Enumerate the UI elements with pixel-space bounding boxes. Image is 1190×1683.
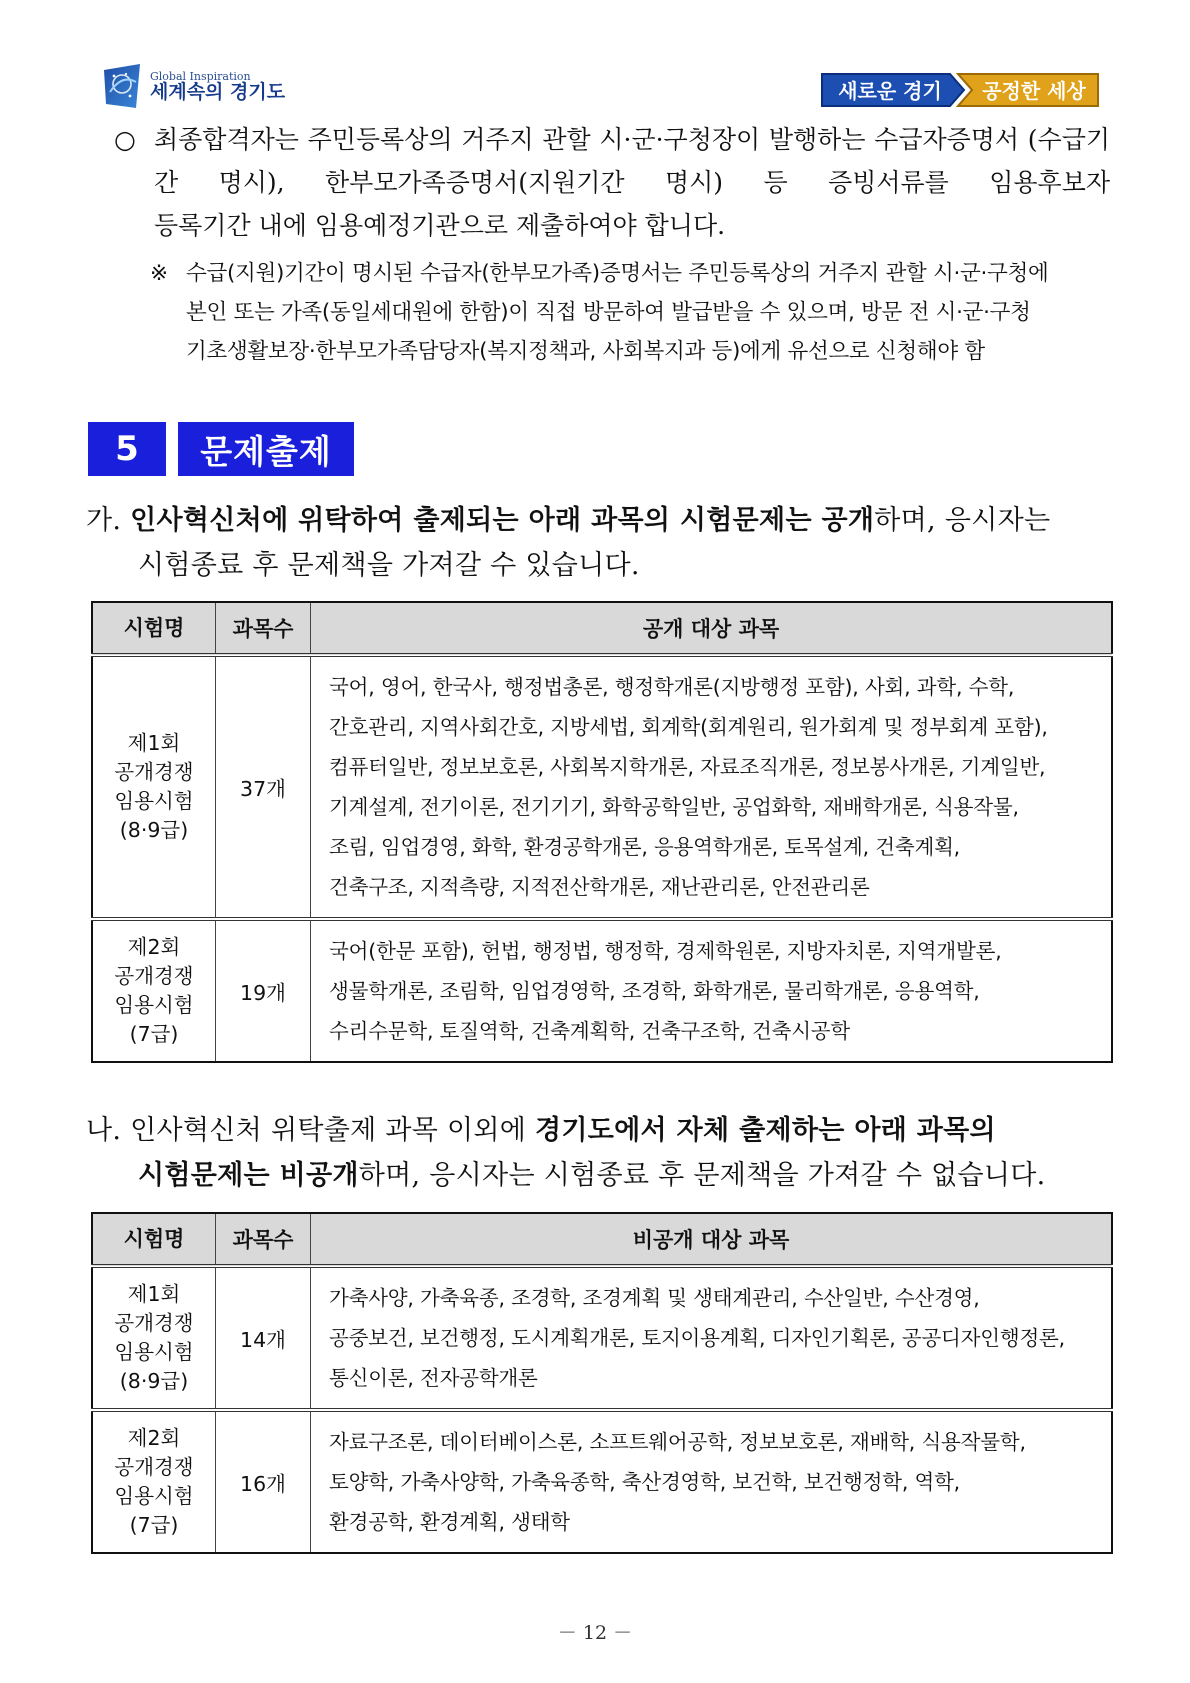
part-a-bold: 인사혁신처에 위탁하여 출제되는 아래 과목의 시험문제는 공개: [130, 505, 875, 536]
header-public-subjects: 공개 대상 과목: [311, 602, 1113, 655]
part-b-bold-1: 경기도에서 자체 출제하는 아래 과목의: [535, 1115, 996, 1146]
header-subject-count: 과목수: [216, 602, 311, 655]
note-line-1: 수급(지원)기간이 명시된 수급자(한부모가족)증명서는 주민등록상의 거주지 관할 시·군·구청에: [186, 261, 1049, 286]
table-row: [92, 1410, 1112, 1553]
part-a-line2: 시험종료 후 문제책을 가져갈 수 있습니다.: [138, 550, 640, 581]
exam-name-cell: 제1회 공개경쟁 임용시험 (8·9급): [92, 1266, 216, 1410]
subject-count-cell: 37개: [216, 655, 311, 919]
subjects-cell: 국어, 영어, 한국사, 행정법총론, 행정학개론(지방행정 포함), 사회, 과학, 수학, 간호관리, 지역사회간호, 지방세법, 회계학(회계원리, 원가회계 및 정부회계 포함), 컴퓨터일반, 정보보호론, 사회복지학개론, 자료조직개론, 정보봉사개론, 기계일반, 기계설계, 전기이론, 전기기기, 화학공학일반, 공업화학, 재배학개론, 식용작물, 조림, 임업경영, 화학, 환경공학개론, 응용역학개론, 토목설계, 건축계획, 건축구조, 지적측량, 지적전산학개론, 재난관리론, 안전관리론: [311, 655, 1113, 919]
section-number: 5: [88, 422, 166, 476]
globe-logo-icon: [100, 62, 144, 112]
note-line-2: 본인 또는 가족(동일세대원에 한함)이 직접 방문하여 발급받을 수 있으며, 방문 전 시·군·구청: [186, 300, 1031, 325]
part-a-text: [86, 498, 1112, 588]
subjects-cell: 자료구조론, 데이터베이스론, 소프트웨어공학, 정보보호론, 재배학, 식용작물학, 토양학, 가축사양학, 가축육종학, 축산경영학, 보건학, 보건행정학, 역학, 환경공학, 환경계획, 생태학: [329, 1430, 1026, 1534]
slogan-banner: [820, 72, 1102, 112]
exam-name-cell: 제2회 공개경쟁 임용시험 (7급): [92, 919, 216, 1062]
part-b-bold-2: 시험문제는 비공개: [138, 1160, 359, 1191]
section-title: 문제출제: [178, 422, 354, 476]
notice-line-1: 최종합격자는 주민등록상의 거주지 관할 시·군·구청장이 발행하는 수급자증명서: [154, 125, 1020, 154]
header-subject-count: 과목수: [216, 1213, 311, 1266]
exam-name-cell: 제1회 공개경쟁 임용시험 (8·9급): [92, 655, 216, 919]
logo-subtitle: Global Inspiration: [150, 70, 251, 84]
subjects-cell: 가축사양, 가축육종, 조경학, 조경계획 및 생태계관리, 수산일반, 수산경영, 공중보건, 보건행정, 도시계획개론, 토지이용계획, 디자인기획론, 공공디자인행정론, 통신이론, 전자공학개론: [311, 1266, 1113, 1410]
header-exam-name: 시험명: [92, 1213, 216, 1266]
logo-title: 세계속의 경기도: [150, 80, 286, 103]
header-nonpublic-subjects: 비공개 대상 과목: [311, 1213, 1113, 1266]
part-b-text: [86, 1108, 1112, 1198]
slogan-right: 공정한 세상: [982, 79, 1086, 103]
reference-mark-icon: ※: [150, 261, 169, 286]
subject-count-cell: 14개: [216, 1266, 311, 1410]
subject-count-cell: 19개: [216, 919, 311, 1062]
nonpublic-subjects-table: [91, 1212, 1113, 1554]
notice-line-2: (수급기간 명시), 한부모가족증명서(지원기간 명시) 등 증빙서류를 임용후보자: [154, 125, 1111, 197]
table-row: [92, 655, 1112, 919]
note-line-3: 기초생활보장·한부모가족담당자(복지정책과, 사회복지과 등)에게 유선으로 신청해야 함: [186, 339, 985, 364]
part-a-prefix: 가.: [86, 505, 131, 536]
reference-note: [150, 254, 1108, 371]
page-number: － 12 －: [557, 1622, 633, 1644]
slogan-left: 새로운 경기: [838, 79, 942, 103]
table-row: [92, 1266, 1112, 1410]
part-a-rest: 하며, 응시자는: [874, 505, 1051, 536]
table-row: [92, 919, 1112, 1062]
header-exam-name: 시험명: [92, 602, 216, 655]
circle-bullet-icon: ○: [114, 125, 136, 154]
final-applicant-notice: [114, 118, 1111, 247]
part-b-rest: 하며, 응시자는 시험종료 후 문제책을 가져갈 수 없습니다.: [358, 1160, 1046, 1191]
slogan-graphic: [820, 72, 1102, 108]
part-b-prefix: 나. 인사혁신처 위탁출제 과목 이외에: [86, 1115, 536, 1146]
exam-name-cell: 제2회 공개경쟁 임용시험 (7급): [92, 1410, 216, 1553]
public-subjects-table: [91, 601, 1113, 1063]
notice-line-3: 등록기간 내에 임용예정기관으로 제출하여야 합니다.: [154, 211, 726, 240]
subject-count-cell: 16개: [216, 1410, 311, 1553]
gyeonggi-logo: [100, 62, 285, 112]
subjects-cell: 국어(한문 포함), 헌법, 행정법, 행정학, 경제학원론, 지방자치론, 지역개발론, 생물학개론, 조림학, 임업경영학, 조경학, 화학개론, 물리학개론, 응용역학, 수리수문학, 토질역학, 건축계획학, 건축구조학, 건축시공학: [329, 939, 1002, 1043]
